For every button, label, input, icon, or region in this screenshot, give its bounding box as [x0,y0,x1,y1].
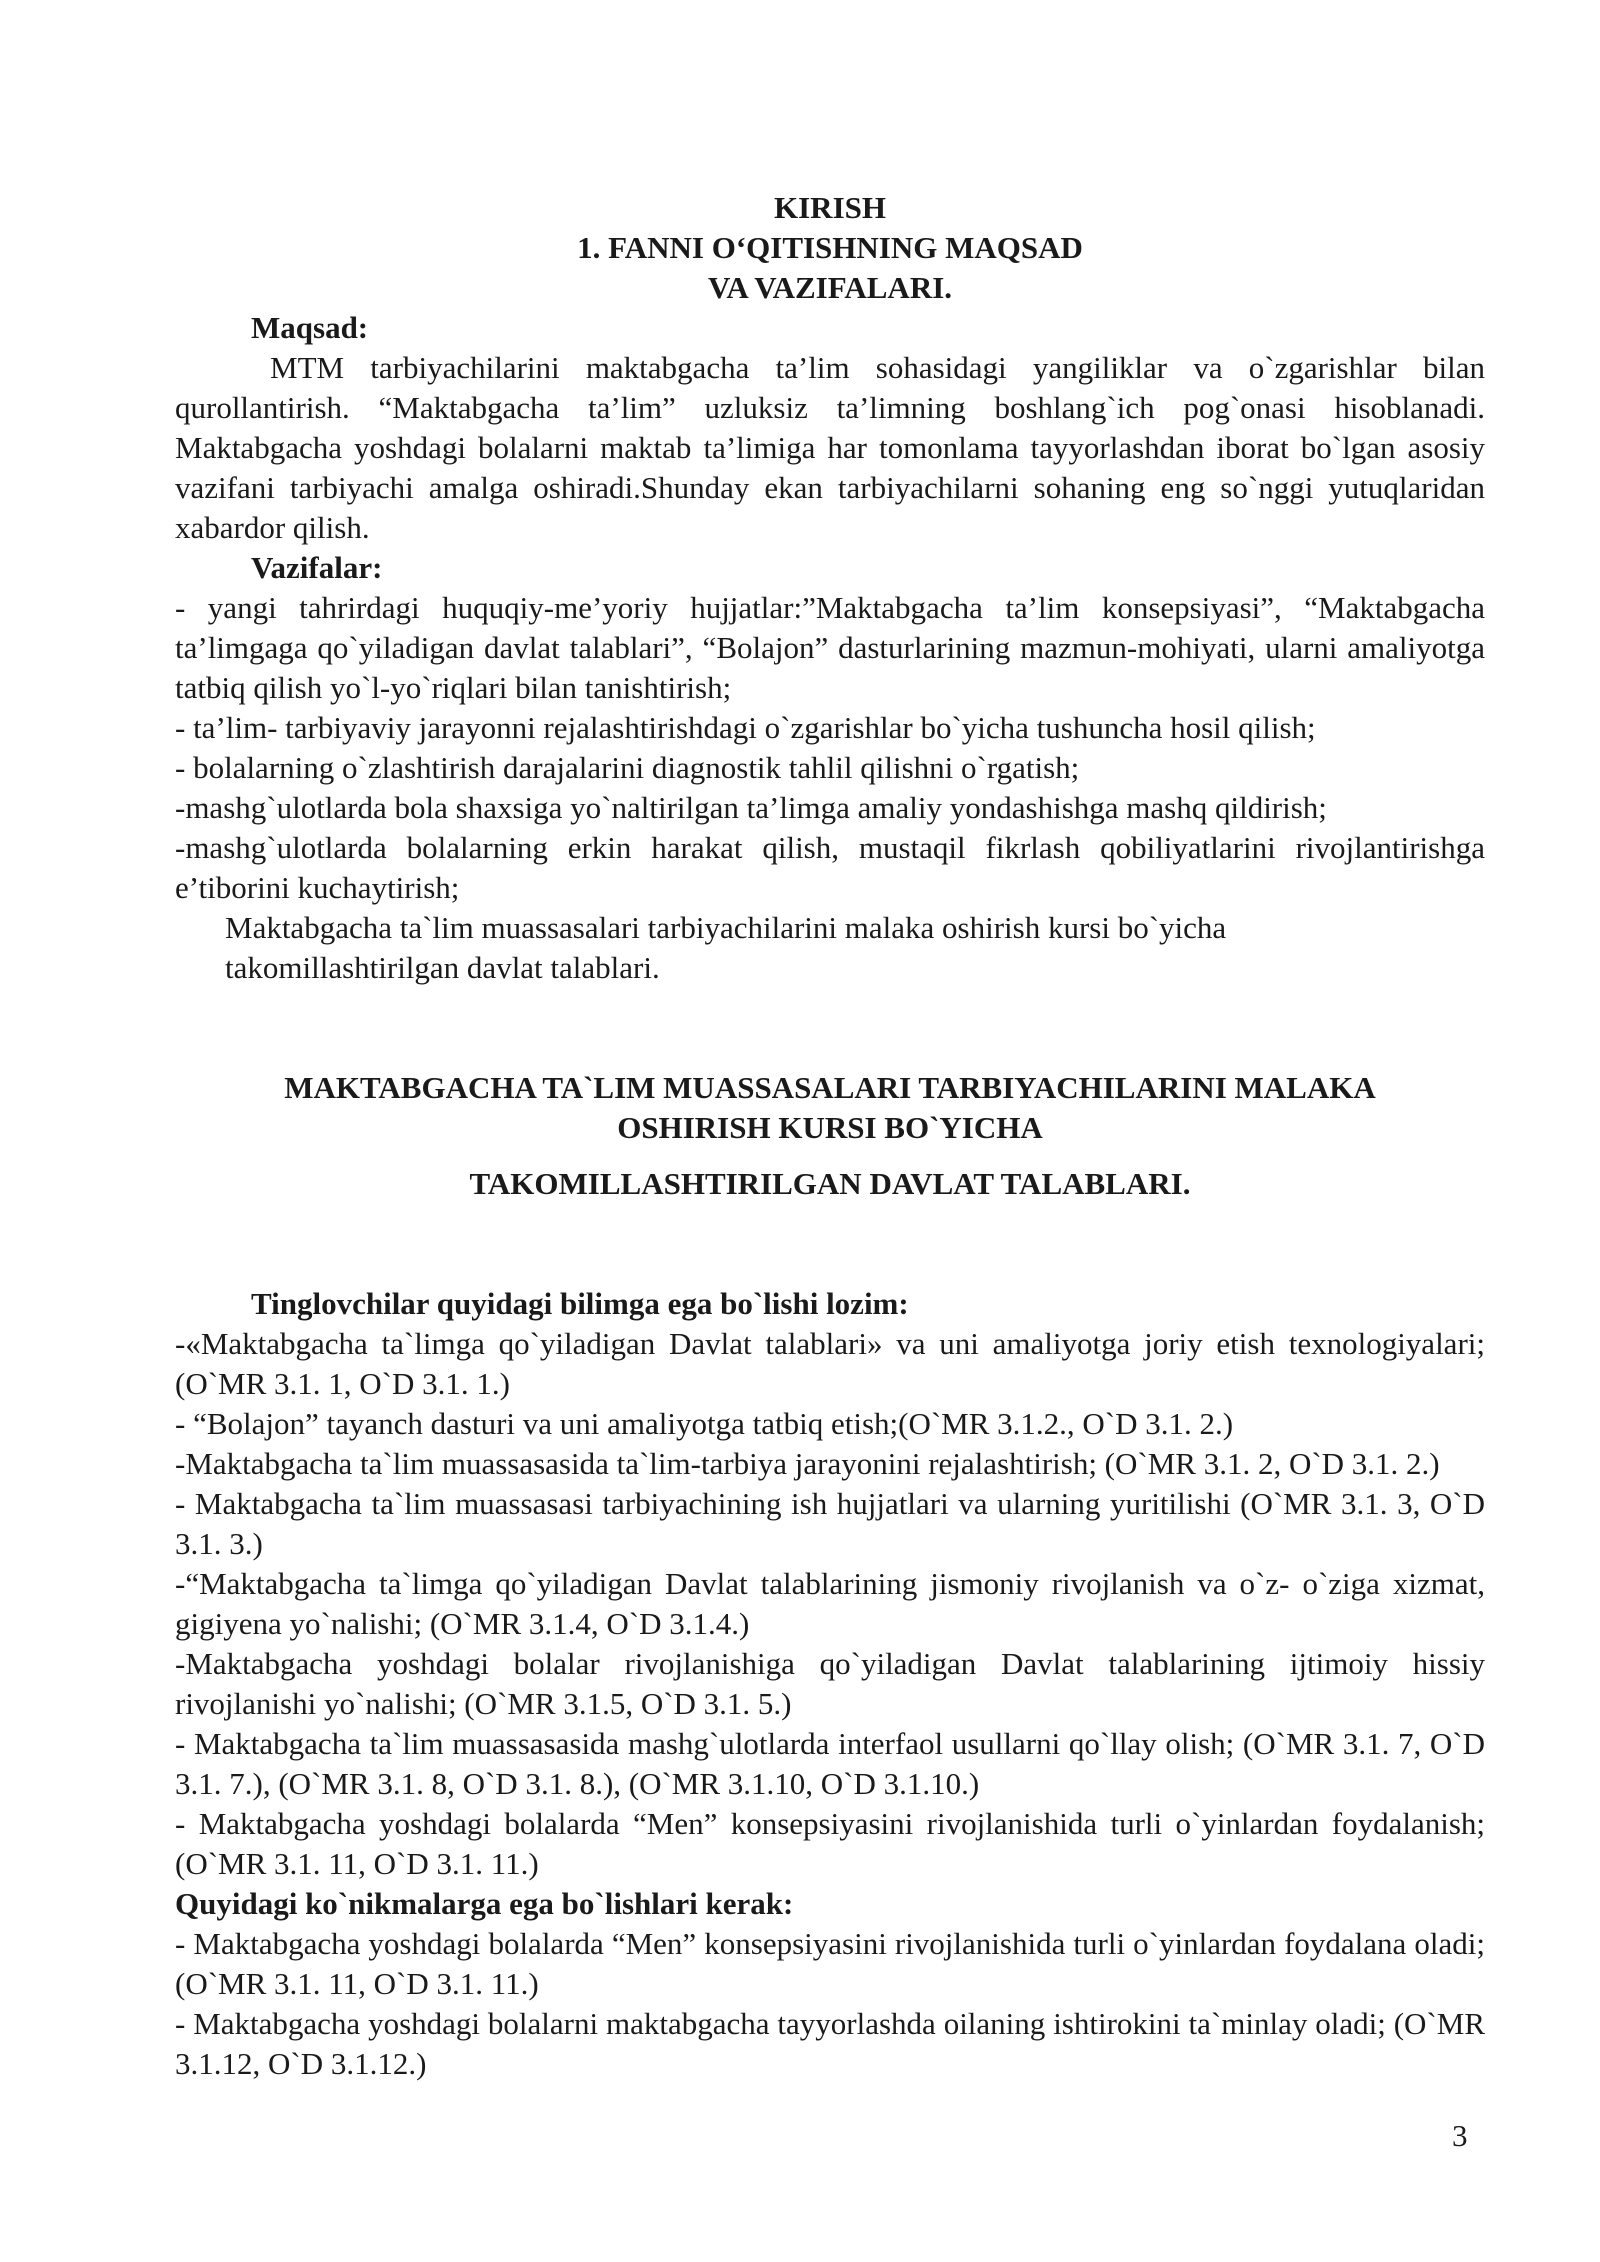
maqsad-heading: Maqsad: [251,310,369,345]
section2-line-2: OSHIRISH KURSI BO`YICHA [617,1110,1043,1145]
vazifa-item: - bolalarning o`zlashtirish darajalarini diagnostik tahlil qilishni o`rgatish; [175,750,1080,785]
bilim-item: -«Maktabgacha ta`limga qo`yiladigan Davlat talablari» va uni amaliyotga joriy etish texnologiyalari; (O`MR 3.1. 1, O`D 3.1. 1.) [175,1326,1485,1401]
section2-line-3: TAKOMILLASHTIRILGAN DAVLAT TALABLARI. [469,1166,1191,1201]
page-number: 3 [1452,2118,1468,2153]
konikma-item: - Maktabgacha yoshdagi bolalarni maktabgacha tayyorlashda oilaning ishtirokini ta`minlay oladi; (O`MR 3.1.12, O`D 3.1.12.) [175,2006,1485,2081]
bilim-item: - Maktabgacha ta`lim muassasasida mashg`ulotlarda interfaol usullarni qo`llay olish; (O`MR 3.1. 7, O`D 3.1. 7.), (O`MR 3.1. 8, O`D 3.1. 8.), (O`MR 3.1.10, O`D 3.1.10.) [175,1726,1485,1801]
bilim-item: - Maktabgacha ta`lim muassasasi tarbiyachining ish hujjatlari va ularning yuritilishi (O`MR 3.1. 3, O`D 3.1. 3.) [175,1486,1485,1561]
konikma-heading: Quyidagi ko`nikmalarga ega bo`lishlari kerak: [175,1886,794,1921]
bilim-item: - Maktabgacha yoshdagi bolalarda “Men” konsepsiyasini rivojlanishida turli o`yinlardan foydalanish; (O`MR 3.1. 11, O`D 3.1. 11.) [175,1806,1485,1881]
konikma-item: - Maktabgacha yoshdagi bolalarda “Men” konsepsiyasini rivojlanishida turli o`yinlardan foydalana oladi; (O`MR 3.1. 11, O`D 3.1. 11.) [175,1926,1485,2001]
title-line-2: 1. FANNI O‘QITISHNING MAQSAD [577,230,1083,265]
vazifalar-note: Maktabgacha ta`lim muassasalari tarbiyachilarini malaka oshirish kursi bo`yicha takomillashtirilgan davlat talablari. [225,910,1227,985]
title-line-1: KIRISH [774,190,886,225]
bilim-item: -Maktabgacha yoshdagi bolalar rivojlanishiga qo`yiladigan Davlat talablarining ijtimoiy hissiy rivojlanishi yo`nalishi; (O`MR 3.1.5, O`D 3.1. 5.) [175,1646,1485,1721]
bilim-item: - “Bolajon” tayanch dasturi va uni amaliyotga tatbiq etish;(O`MR 3.1.2., O`D 3.1. 2.) [175,1406,1234,1441]
bilim-heading: Tinglovchilar quyidagi bilimga ega bo`lishi lozim: [251,1286,909,1321]
section2-line-1: MAKTABGACHA TA`LIM MUASSASALARI TARBIYACHILARINI MALAKA [284,1070,1376,1105]
vazifa-item: -mashg`ulotlarda bola shaxsiga yo`naltirilgan ta’limga amaliy yondashishga mashq qildirish; [175,790,1327,825]
vazifa-item: -mashg`ulotlarda bolalarning erkin harakat qilish, mustaqil fikrlash qobiliyatlarini rivojlantirishga e’tiborini kuchaytirish; [175,830,1485,905]
bilim-item: -Maktabgacha ta`lim muassasasida ta`lim-tarbiya jarayonini rejalashtirish; (O`MR 3.1. 2, O`D 3.1. 2.) [175,1446,1440,1481]
vazifa-item: - ta’lim- tarbiyaviy jarayonni rejalashtirishdagi o`zgarishlar bo`yicha tushuncha hosil qilish; [175,710,1316,745]
bilim-item: -“Maktabgacha ta`limga qo`yiladigan Davlat talablarining jismoniy rivojlanish va o`z- o`ziga xizmat, gigiyena yo`nalishi; (O`MR 3.1.4, O`D 3.1.4.) [175,1566,1485,1641]
vazifa-item: - yangi tahrirdagi huquqiy-me’yoriy hujjatlar:”Maktabgacha ta’lim konsepsiyasi”, “Maktabgacha ta’limgaga qo`yiladigan davlat talablari”, “Bolajon” dasturlarining mazmun-mohiyati, ularni amaliyotga tatbiq qilish yo`l-yo`riqlari bilan tanishtirish; [175,590,1485,705]
title-line-3: VA VAZIFALARI. [707,270,953,305]
document-page [175,188,1485,2084]
maqsad-text: MTM tarbiyachilarini maktabgacha ta’lim sohasidagi yangiliklar va o`zgarishlar bilan qurollantirish. “Maktabgacha ta’lim” uzluksiz ta’limning boshlang`ich pog`onasi hisoblanadi. Maktabgacha yoshdagi bolalarni maktab ta’limiga har tomonlama tayyorlashdan iborat bo`lgan asosiy vazifani tarbiyachi amalga oshiradi.Shunday ekan tarbiyachilarni sohaning eng so`nggi yutuqlaridan xabardor qilish. [175,350,1485,545]
vazifalar-heading: Vazifalar: [251,550,383,585]
